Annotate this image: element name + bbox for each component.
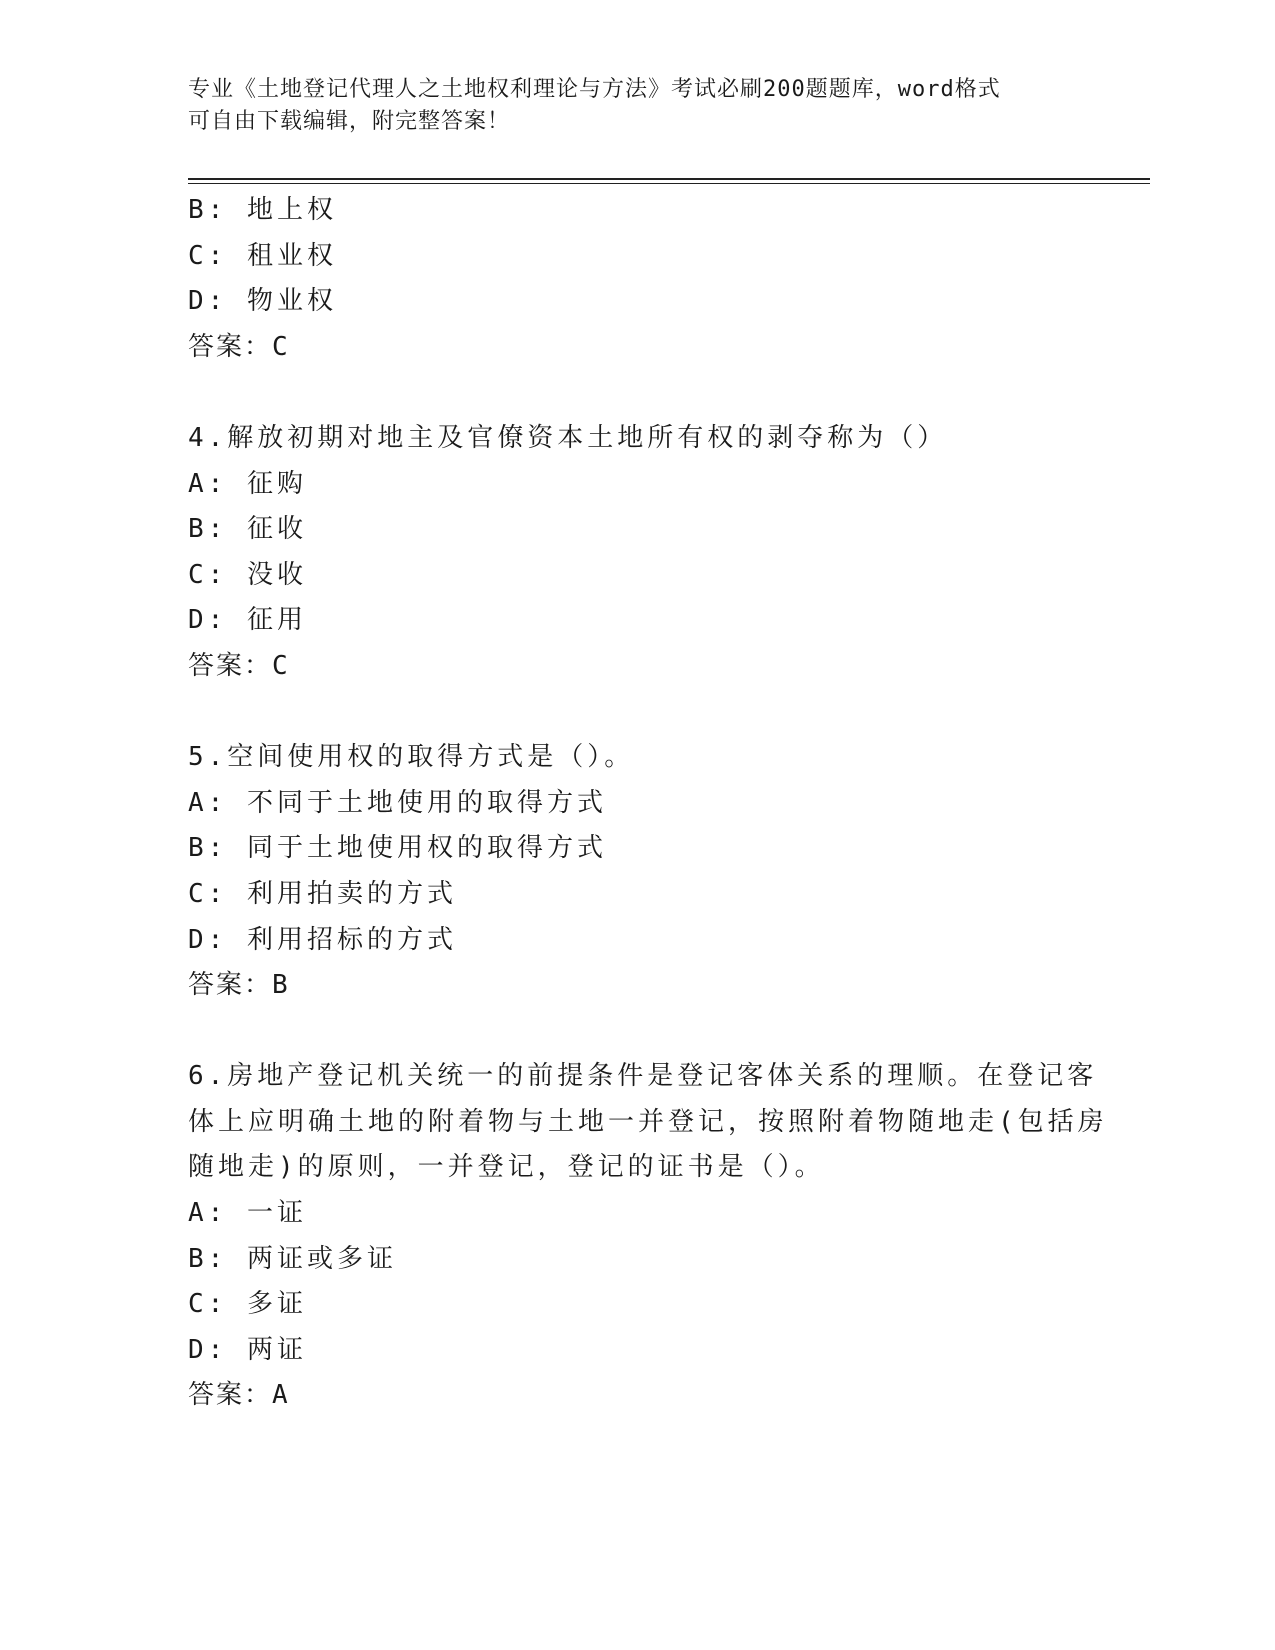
option-letter: A: [188,468,228,499]
option-text: 物业权 [246,286,337,317]
option-text: 征用 [246,605,307,636]
answer-line: 答案：C [188,650,290,681]
option-letter: B: [188,1243,228,1274]
option-d [188,1328,1068,1374]
document-header [188,74,1088,138]
option-letter: C: [188,240,228,271]
option-letter: D: [188,924,228,955]
option-c [188,234,1068,280]
option-text: 一证 [246,1198,307,1229]
option-b [188,188,1068,234]
option-text: 多证 [246,1289,307,1320]
option-letter: C: [188,559,228,590]
option-text: 没收 [246,559,307,590]
header-divider-thin [188,183,1150,184]
option-d [188,598,1068,644]
option-text: 地上权 [246,195,337,225]
option-letter: C: [188,878,228,909]
option-letter: B: [188,833,228,864]
answer-line: 答案：C [188,331,290,362]
option-a [188,462,1068,508]
option-text: 不同于土地使用的取得方式 [246,787,607,818]
question-stem-line-2: 体上应明确土地的附着物与土地一并登记，按照附着物随地走(包括房 [188,1106,1108,1137]
option-text: 两证或多证 [246,1243,397,1274]
option-letter: A: [188,1198,228,1229]
answer-line: 答案：A [188,1380,290,1411]
answer-line: 答案：B [188,970,290,1001]
option-letter: D: [188,286,228,317]
option-a [188,1191,1068,1237]
question-block-6 [188,1054,1108,1419]
option-text: 利用招标的方式 [246,924,457,955]
question-list [188,188,1108,1419]
option-b [188,507,1068,553]
option-text: 征购 [246,468,307,499]
option-b [188,1237,1068,1283]
option-c [188,872,1068,918]
option-d [188,918,1068,964]
option-text: 两证 [246,1334,307,1365]
option-letter: C: [188,1289,228,1320]
option-text: 租业权 [246,240,337,271]
option-text: 征收 [246,514,307,545]
question-block-4 [188,416,1068,690]
option-letter: A: [188,787,228,818]
option-letter: B: [188,514,228,545]
option-b [188,826,1068,872]
question-block-3 [188,188,1068,370]
option-c [188,553,1068,599]
spacer [188,690,1068,736]
header-title-line-1: 专业《土地登记代理人之土地权利理论与方法》考试必刷200题题库，word格式 [188,77,1001,102]
question-stem-line-3: 随地走)的原则，一并登记，登记的证书是（）。 [188,1152,825,1183]
spacer [188,1009,1068,1055]
option-c [188,1282,1068,1328]
header-title-line-2: 可自由下载编辑，附完整答案！ [188,109,511,134]
option-a [188,781,1068,827]
option-letter: B: [188,195,228,225]
header-divider-thick [188,178,1150,180]
option-d [188,279,1068,325]
question-stem: 5.空间使用权的取得方式是（）。 [188,742,635,773]
option-text: 利用拍卖的方式 [246,878,457,909]
spacer [188,370,1068,416]
option-letter: D: [188,605,228,636]
question-block-5 [188,735,1068,1009]
option-letter: D: [188,1334,228,1365]
question-stem: 4.解放初期对地主及官僚资本土地所有权的剥夺称为（） [188,422,948,453]
question-stem-line-1: 6.房地产登记机关统一的前提条件是登记客体关系的理顺。在登记客 [188,1061,1098,1092]
option-text: 同于土地使用权的取得方式 [246,833,607,864]
